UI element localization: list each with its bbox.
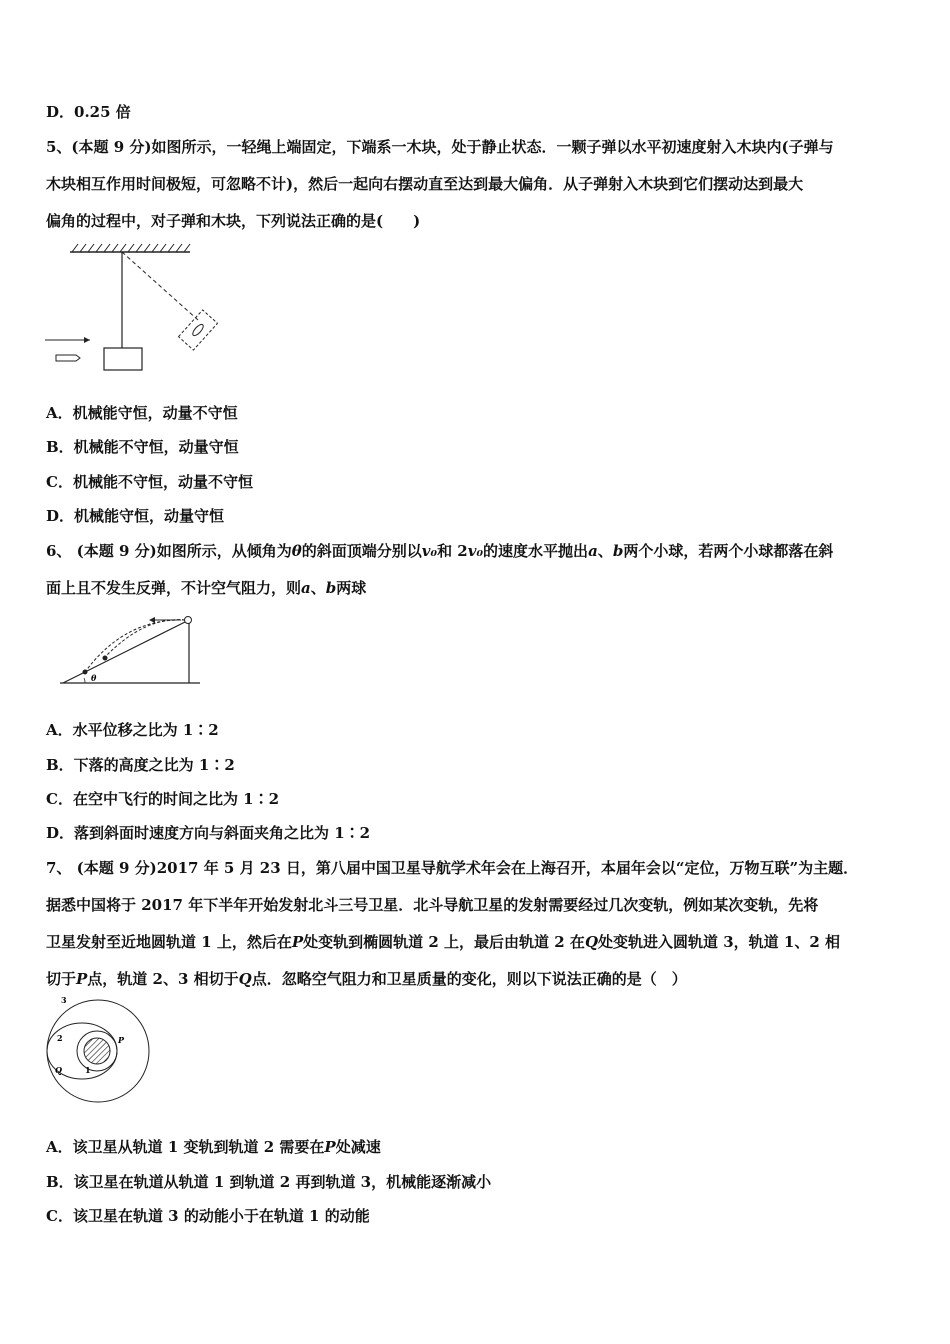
q5-option-b: B．机械能不守恒，动量守恒	[46, 438, 239, 456]
orbit2-label: 2	[57, 1033, 63, 1043]
q7-text-4a: 切于	[46, 970, 77, 988]
incline-theta-label: θ	[91, 673, 97, 683]
q7-text-4c: 点．忽略空气阻力和卫星质量的变化，则以下说法正确的是（ ）	[251, 970, 687, 988]
q6-text-2a: 面上且不发生反弹，不计空气阻力，则	[46, 579, 302, 597]
q6-sep: 、	[597, 542, 613, 560]
q7-option-b: B．该卫星在轨道从轨道 1 到轨道 2 再到轨道 3，机械能逐渐减小	[46, 1173, 492, 1191]
q5-stem-line2: 木块相互作用时间极短，可忽略不计)，然后一起向右摆动直至达到最大偏角．从子弹射入木块到它们摆动达到最大	[46, 175, 804, 193]
q5-stem-line1: 5、(本题 9 分)如图所示，一轻绳上端固定，下端系一木块，处于静止状态．一颗子弹以水平初速度射入木块内(子弹与	[46, 138, 834, 156]
incline-figure	[55, 612, 205, 692]
q7-stem-line3	[46, 932, 840, 952]
q5-option-a: A．机械能守恒，动量不守恒	[46, 404, 238, 422]
q7-point-q2: Q	[238, 970, 252, 988]
q7-text-3c: 处变轨进入圆轨道 3，轨道 1、2 相	[598, 933, 840, 951]
q7-point-p: P	[291, 933, 304, 951]
q6-text-1d: 的速度水平抛出	[483, 542, 589, 560]
q5-stem-line3: 偏角的过程中，对子弹和木块，下列说法正确的是( )	[46, 212, 421, 230]
q5-option-c: C．机械能不守恒，动量不守恒	[46, 473, 253, 491]
q6-ball-a2: a	[301, 579, 311, 597]
q7-optA-text-a: A．该卫星从轨道 1 变轨到轨道 2 需要在	[46, 1138, 325, 1156]
q6-v0-b: v₀	[467, 542, 484, 560]
q6-theta: θ	[291, 542, 302, 560]
q6-option-a: A．水平位移之比为 1∶2	[46, 721, 219, 739]
orbit-p-label: P	[118, 1035, 125, 1045]
q6-ball-a: a	[588, 542, 598, 560]
q7-option-a	[46, 1137, 381, 1157]
q6-text-2b: 两球	[336, 579, 367, 597]
q6-stem-line1	[46, 541, 833, 561]
q7-optA-p: P	[324, 1138, 336, 1156]
q6-text-1c: 和 2	[437, 542, 468, 560]
q6-text-1a: 6、 (本题 9 分)如图所示，从倾角为	[46, 542, 292, 560]
q7-stem-line4	[46, 969, 687, 989]
q7-text-4b: 点，轨道 2、3 相切于	[87, 970, 239, 988]
q6-ball-b: b	[612, 542, 624, 560]
q6-v0: v₀	[421, 542, 438, 560]
q6-ball-b2: b	[325, 579, 337, 597]
orbit1-label: 1	[85, 1065, 91, 1075]
q7-optA-text-b: 处减速	[335, 1138, 381, 1156]
q7-point-p2: P	[76, 970, 88, 988]
q6-stem-line2	[46, 578, 366, 598]
q7-option-c: C．该卫星在轨道 3 的动能小于在轨道 1 的动能	[46, 1207, 370, 1225]
q6-option-c: C．在空中飞行的时间之比为 1∶2	[46, 790, 280, 808]
q5-option-d: D．机械能守恒，动量守恒	[46, 507, 225, 525]
pendulum-figure	[40, 240, 240, 380]
q6-option-b: B．下落的高度之比为 1∶2	[46, 756, 235, 774]
q6-text-1e: 两个小球，若两个小球都落在斜	[623, 542, 834, 560]
q6-option-d: D．落到斜面时速度方向与斜面夹角之比为 1∶2	[46, 824, 371, 842]
q7-text-3b: 处变轨到椭圆轨道 2 上，最后由轨道 2 在	[303, 933, 585, 951]
q6-text-1b: 的斜面顶端分别以	[301, 542, 422, 560]
orbit-q-label: Q	[55, 1065, 62, 1075]
q7-text-3a: 卫星发射至近地圆轨道 1 上，然后在	[46, 933, 292, 951]
q7-stem-line2: 据悉中国将于 2017 年下半年开始发射北斗三号卫星．北斗导航卫星的发射需要经过几次变轨，例如某次变轨，先将	[46, 896, 819, 914]
orbit3-label: 3	[61, 995, 67, 1005]
q7-point-q: Q	[584, 933, 599, 951]
q4-option-d: D．0.25 倍	[46, 103, 131, 121]
q6-sep2: 、	[310, 579, 326, 597]
orbit-figure	[40, 995, 155, 1105]
q7-stem-line1: 7、 (本题 9 分)2017 年 5 月 23 日，第八届中国卫星导航学术年会在上海召开，本届年会以“定位，万物互联”为主题．	[46, 859, 859, 877]
